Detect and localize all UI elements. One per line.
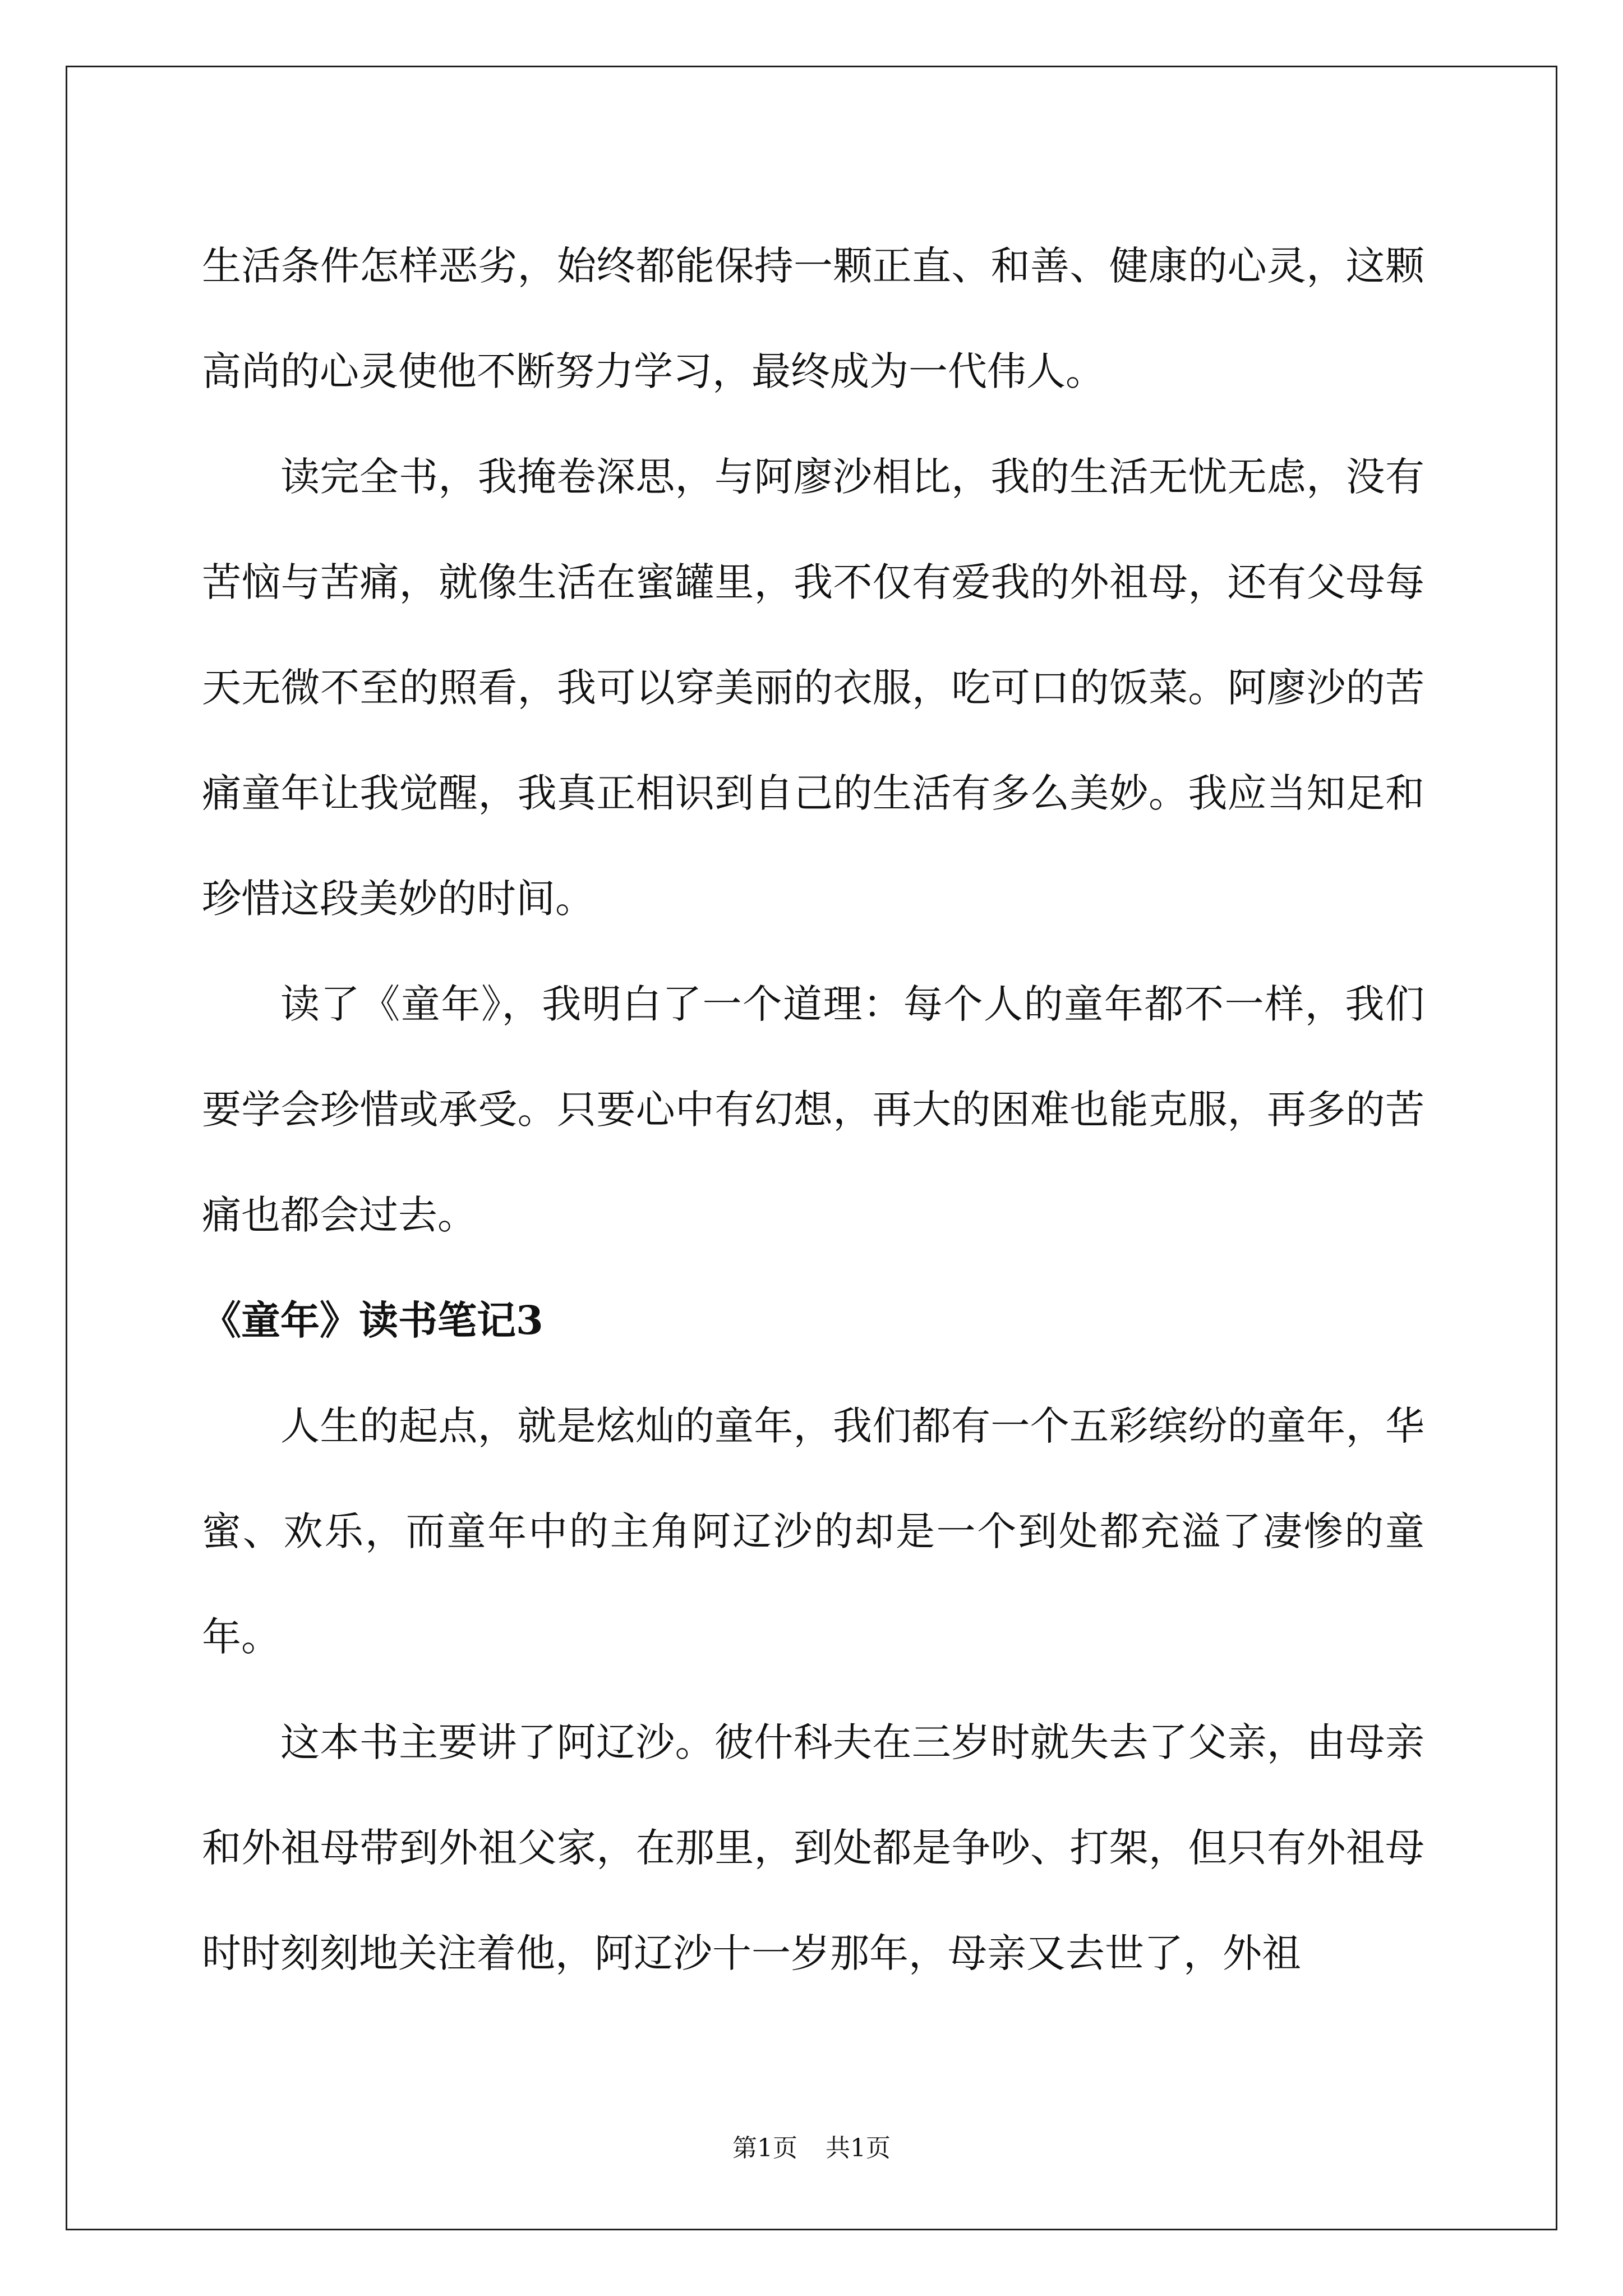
document-body	[202, 213, 1424, 2006]
page-number-current: 第1页	[732, 2134, 797, 2162]
page-footer	[0, 2132, 1623, 2165]
paragraph-3: 读了《童年》，我明白了一个道理：每个人的童年都不一样，我们要学会珍惜或承受。只要心中有幻想，再大的困难也能克服，再多的苦痛也都会过去。	[202, 981, 1424, 1238]
page-number-total: 共1页	[826, 2134, 891, 2162]
paragraph-5: 这本书主要讲了阿辽沙。彼什科夫在三岁时就失去了父亲，由母亲和外祖母带到外祖父家，在那里，到处都是争吵、打架，但只有外祖母时时刻刻地关注着他，阿辽沙十一岁那年，母亲又去世了，外祖	[202, 1719, 1424, 1976]
section-heading: 《童年》读书笔记3	[202, 1297, 543, 1343]
paragraph-4: 人生的起点，就是炫灿的童年，我们都有一个五彩缤纷的童年，华蜜、欢乐，而童年中的主角阿辽沙的却是一个到处都充溢了凄惨的童年。	[202, 1403, 1424, 1660]
paragraph-1: 生活条件怎样恶劣，始终都能保持一颗正直、和善、健康的心灵，这颗高尚的心灵使他不断努力学习，最终成为一代伟人。	[202, 243, 1424, 394]
paragraph-2: 读完全书，我掩卷深思，与阿廖沙相比，我的生活无忧无虑，没有苦恼与苦痛，就像生活在蜜罐里，我不仅有爱我的外祖母，还有父母每天无微不至的照看，我可以穿美丽的衣服，吃可口的饭菜。阿廖沙的苦痛童年让我觉醒，我真正相识到自己的生活有多么美妙。我应当知足和珍惜这段美妙的时间。	[202, 454, 1424, 922]
